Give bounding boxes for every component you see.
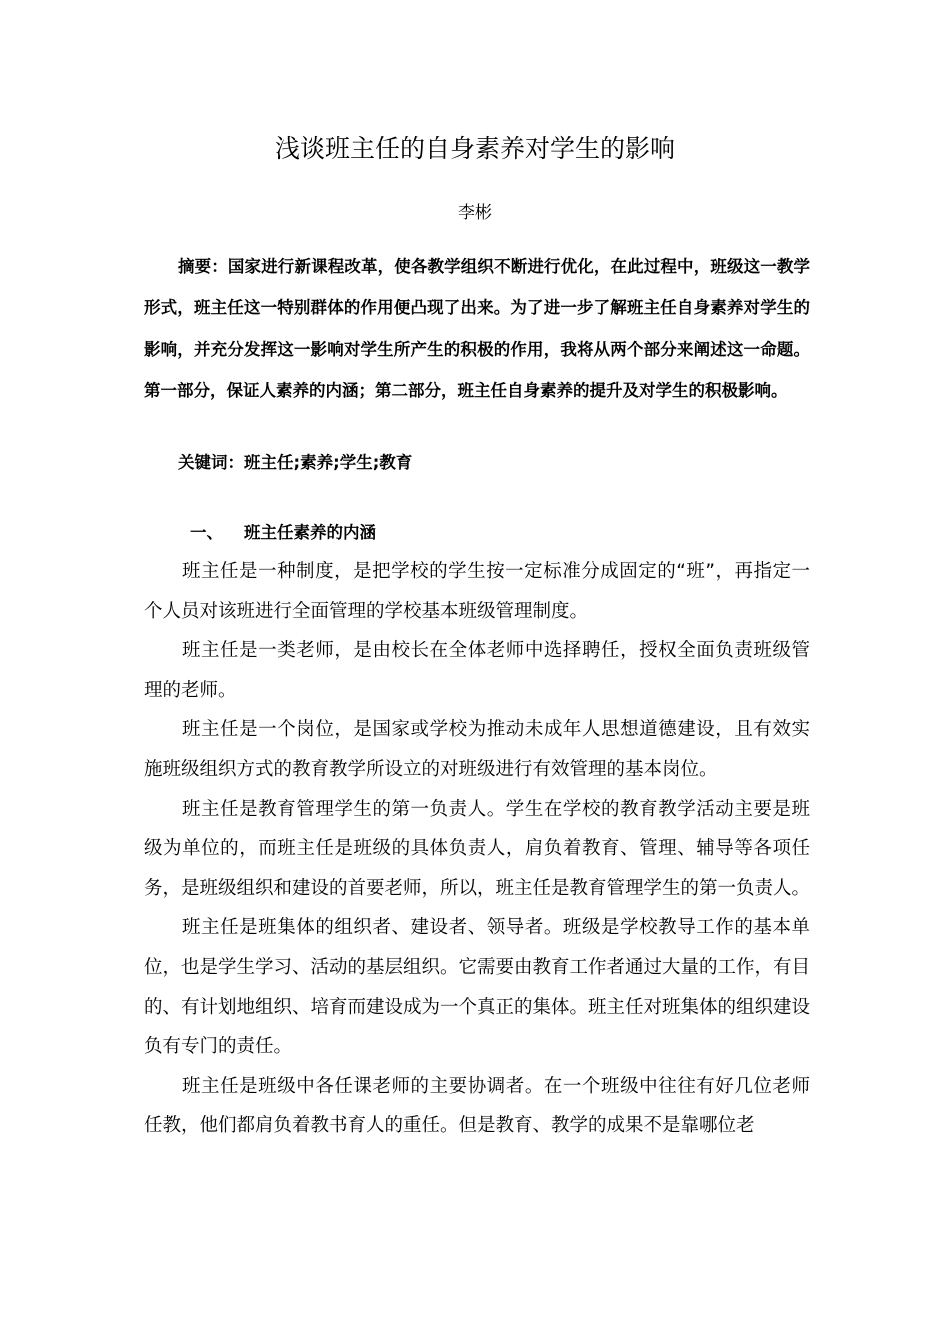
section-heading	[190, 519, 376, 547]
body-paragraph: 班主任是一种制度，是把学校的学生按一定标准分成固定的“班”，再指定一个人员对该班进行全面管理的学校基本班级管理制度。	[144, 561, 810, 622]
document-title: 浅谈班主任的自身素养对学生的影响	[274, 134, 675, 163]
section-body	[144, 552, 810, 1146]
author-name: 李彬	[458, 203, 492, 223]
section-number: 一、	[190, 523, 223, 542]
body-paragraph: 班主任是一类老师，是由校长在全体老师中选择聘任，授权全面负责班级管理的老师。	[144, 640, 810, 701]
keywords-line: 关键词：班主任;素养;学生;教育	[178, 453, 413, 472]
section-title: 班主任素养的内涵	[244, 523, 376, 542]
body-paragraph: 班主任是教育管理学生的第一负责人。学生在学校的教育教学活动主要是班级为单位的，而班主任是班级的具体负责人，肩负着教育、管理、辅导等各项任务，是班级组织和建设的首要老师，所以，班主任是教育管理学生的第一负责人。	[144, 798, 811, 899]
body-paragraph: 班主任是班集体的组织者、建设者、领导者。班级是学校教导工作的基本单位，也是学生学习、活动的基层组织。它需要由教育工作者通过大量的工作，有目的、有计划地组织、培育而建设成为一个真正的集体。班主任对班集体的组织建设负有专门的责任。	[144, 917, 811, 1058]
body-paragraph: 班主任是班级中各任课老师的主要协调者。在一个班级中往往有好几位老师任教，他们都肩负着教书育人的重任。但是教育、教学的成果不是靠哪位老	[144, 1075, 810, 1137]
body-paragraph: 班主任是一个岗位，是国家或学校为推动未成年人思想道德建设，且有效实施班级组织方式的教育教学所设立的对班级进行有效管理的基本岗位。	[144, 719, 810, 780]
abstract-paragraph: 摘要：国家进行新课程改革，使各教学组织不断进行优化，在此过程中，班级这一教学形式，班主任这一特别群体的作用便凸现了出来。为了进一步了解班主任自身素养对学生的影响，并充分发挥这一影响对学生所产生的积极的作用，我将从两个部分来阐述这一命题。第一部分，保证人素养的内涵；第二部分，班主任自身素养的提升及对学生的积极影响。	[144, 257, 810, 401]
